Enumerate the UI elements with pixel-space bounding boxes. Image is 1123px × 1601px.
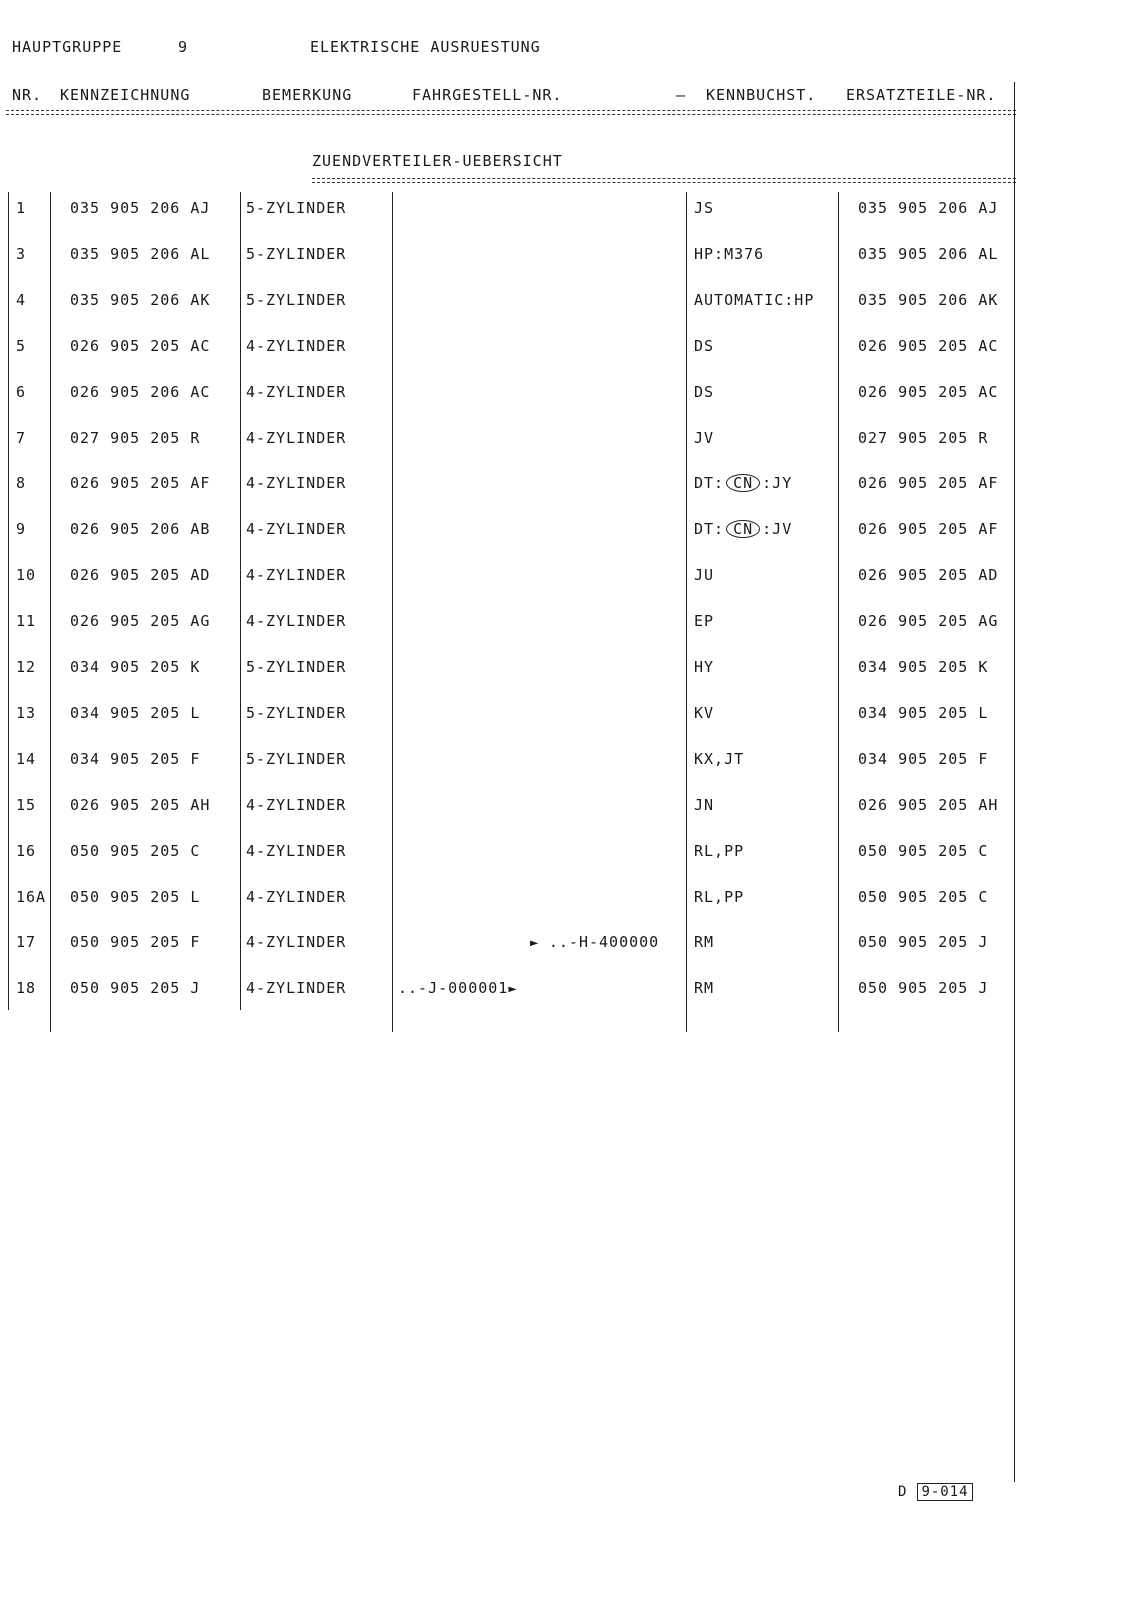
col-dash: – — [676, 86, 687, 104]
row-code: RM — [694, 933, 715, 951]
row-nr: 16 — [16, 842, 37, 860]
row-remark: 4-ZYLINDER — [246, 888, 347, 906]
header-group-number: 9 — [178, 38, 189, 56]
row-part-number: 035 905 206 AL — [70, 245, 211, 263]
row-spare-part-number: 050 905 205 C — [858, 888, 989, 906]
row-remark: 4-ZYLINDER — [246, 979, 347, 997]
row-code — [694, 474, 792, 492]
row-spare-part-number: 026 905 205 AC — [858, 383, 999, 401]
row-code-suffix: :JV — [762, 520, 793, 538]
page-language: D — [898, 1484, 908, 1500]
row-remark: 4-ZYLINDER — [246, 520, 347, 538]
row-part-number: 035 905 206 AK — [70, 291, 211, 309]
row-chassis-from: ..-J-000001 — [398, 979, 509, 997]
row-nr: 13 — [16, 704, 37, 722]
row-code: RM — [694, 979, 715, 997]
row-part-number: 050 905 205 L — [70, 888, 201, 906]
col-kennbuchst: KENNBUCHST. — [706, 86, 817, 104]
row-nr: 6 — [16, 383, 27, 401]
row-spare-part-number: 026 905 205 AG — [858, 612, 999, 630]
row-part-number: 026 905 206 AB — [70, 520, 211, 538]
row-part-number: 050 905 205 J — [70, 979, 201, 997]
row-remark: 4-ZYLINDER — [246, 474, 347, 492]
row-code: KX,JT — [694, 750, 745, 768]
row-code: JU — [694, 566, 715, 584]
row-remark: 4-ZYLINDER — [246, 933, 347, 951]
row-part-number: 026 905 205 AG — [70, 612, 211, 630]
row-nr: 3 — [16, 245, 27, 263]
row-spare-part-number: 034 905 205 F — [858, 750, 989, 768]
row-chassis-range — [530, 933, 659, 951]
table-rule-code — [838, 192, 839, 1032]
row-code: AUTOMATIC:HP — [694, 291, 815, 309]
row-spare-part-number: 026 905 205 AD — [858, 566, 999, 584]
row-nr: 9 — [16, 520, 27, 538]
row-part-number: 026 905 205 AD — [70, 566, 211, 584]
section-rule — [312, 178, 1016, 183]
row-part-number: 026 905 206 AC — [70, 383, 211, 401]
row-spare-part-number: 050 905 205 C — [858, 842, 989, 860]
row-code-prefix: DT: — [694, 474, 725, 492]
row-code-circled: CN — [726, 520, 760, 538]
row-nr: 17 — [16, 933, 37, 951]
row-chassis-to: ..-H-400000 — [548, 933, 660, 951]
row-code: RL,PP — [694, 888, 745, 906]
row-spare-part-number: 050 905 205 J — [858, 933, 989, 951]
row-code: JV — [694, 429, 715, 447]
row-remark: 4-ZYLINDER — [246, 842, 347, 860]
row-spare-part-number: 026 905 205 AC — [858, 337, 999, 355]
page-reference — [898, 1484, 973, 1500]
table-rule-part — [240, 192, 241, 1010]
row-code: HY — [694, 658, 715, 676]
row-part-number: 034 905 205 L — [70, 704, 201, 722]
row-nr: 15 — [16, 796, 37, 814]
section-title: ZUENDVERTEILER-UEBERSICHT — [312, 152, 563, 170]
row-remark: 4-ZYLINDER — [246, 566, 347, 584]
row-code — [694, 520, 792, 538]
col-kennzeichnung: KENNZEICHNUNG — [60, 86, 191, 104]
row-code: JS — [694, 199, 715, 217]
row-nr: 7 — [16, 429, 27, 447]
row-nr: 12 — [16, 658, 37, 676]
row-remark: 4-ZYLINDER — [246, 383, 347, 401]
row-remark: 5-ZYLINDER — [246, 199, 347, 217]
row-spare-part-number: 026 905 205 AH — [858, 796, 999, 814]
row-spare-part-number: 026 905 205 AF — [858, 520, 999, 538]
row-nr: 10 — [16, 566, 37, 584]
row-spare-part-number: 034 905 205 K — [858, 658, 989, 676]
row-chassis-range — [398, 979, 518, 997]
row-code: HP:M376 — [694, 245, 765, 263]
row-nr: 14 — [16, 750, 37, 768]
row-code: RL,PP — [694, 842, 745, 860]
row-part-number: 026 905 205 AC — [70, 337, 211, 355]
row-nr: 8 — [16, 474, 27, 492]
row-part-number: 035 905 206 AJ — [70, 199, 211, 217]
row-nr: 16A — [16, 888, 47, 906]
arrow-right-icon: ► — [508, 981, 518, 997]
row-part-number: 050 905 205 F — [70, 933, 201, 951]
row-part-number: 027 905 205 R — [70, 429, 201, 447]
row-remark: 5-ZYLINDER — [246, 245, 347, 263]
row-nr: 4 — [16, 291, 27, 309]
table-rule-chassis — [686, 192, 687, 1032]
row-part-number: 050 905 205 C — [70, 842, 201, 860]
row-part-number: 034 905 205 K — [70, 658, 201, 676]
row-remark: 4-ZYLINDER — [246, 429, 347, 447]
col-fahrgestell: FAHRGESTELL-NR. — [412, 86, 563, 104]
row-nr: 11 — [16, 612, 37, 630]
row-part-number: 034 905 205 F — [70, 750, 201, 768]
header-group-title: ELEKTRISCHE AUSRUESTUNG — [310, 38, 541, 56]
row-remark: 4-ZYLINDER — [246, 796, 347, 814]
row-code: JN — [694, 796, 715, 814]
row-remark: 5-ZYLINDER — [246, 750, 347, 768]
arrow-right-icon: ► — [530, 935, 549, 951]
row-nr: 1 — [16, 199, 27, 217]
row-remark: 5-ZYLINDER — [246, 704, 347, 722]
table-rule-right — [1014, 82, 1015, 1482]
page-number-box: 9-014 — [917, 1483, 972, 1501]
row-spare-part-number: 027 905 205 R — [858, 429, 989, 447]
col-bemerkung: BEMERKUNG — [262, 86, 353, 104]
row-spare-part-number: 034 905 205 L — [858, 704, 989, 722]
row-code-suffix: :JY — [762, 474, 793, 492]
table-rule-note — [392, 192, 393, 1032]
row-code-circled: CN — [726, 474, 760, 492]
row-nr: 5 — [16, 337, 27, 355]
row-nr: 18 — [16, 979, 37, 997]
header-rule — [6, 110, 1016, 115]
row-spare-part-number: 035 905 206 AL — [858, 245, 999, 263]
row-part-number: 026 905 205 AH — [70, 796, 211, 814]
row-code-prefix: DT: — [694, 520, 725, 538]
row-code: KV — [694, 704, 715, 722]
row-code: EP — [694, 612, 715, 630]
header-group-label: HAUPTGRUPPE — [12, 38, 123, 56]
col-nr: NR. — [12, 86, 43, 104]
row-code: DS — [694, 337, 715, 355]
row-part-number: 026 905 205 AF — [70, 474, 211, 492]
row-spare-part-number: 050 905 205 J — [858, 979, 989, 997]
row-spare-part-number: 035 905 206 AJ — [858, 199, 999, 217]
table-rule-left — [8, 192, 9, 1010]
row-code: DS — [694, 383, 715, 401]
row-remark: 4-ZYLINDER — [246, 612, 347, 630]
row-remark: 4-ZYLINDER — [246, 337, 347, 355]
row-remark: 5-ZYLINDER — [246, 291, 347, 309]
row-remark: 5-ZYLINDER — [246, 658, 347, 676]
col-ersatzteile: ERSATZTEILE-NR. — [846, 86, 997, 104]
table-rule-nr — [50, 192, 51, 1032]
row-spare-part-number: 035 905 206 AK — [858, 291, 999, 309]
row-spare-part-number: 026 905 205 AF — [858, 474, 999, 492]
